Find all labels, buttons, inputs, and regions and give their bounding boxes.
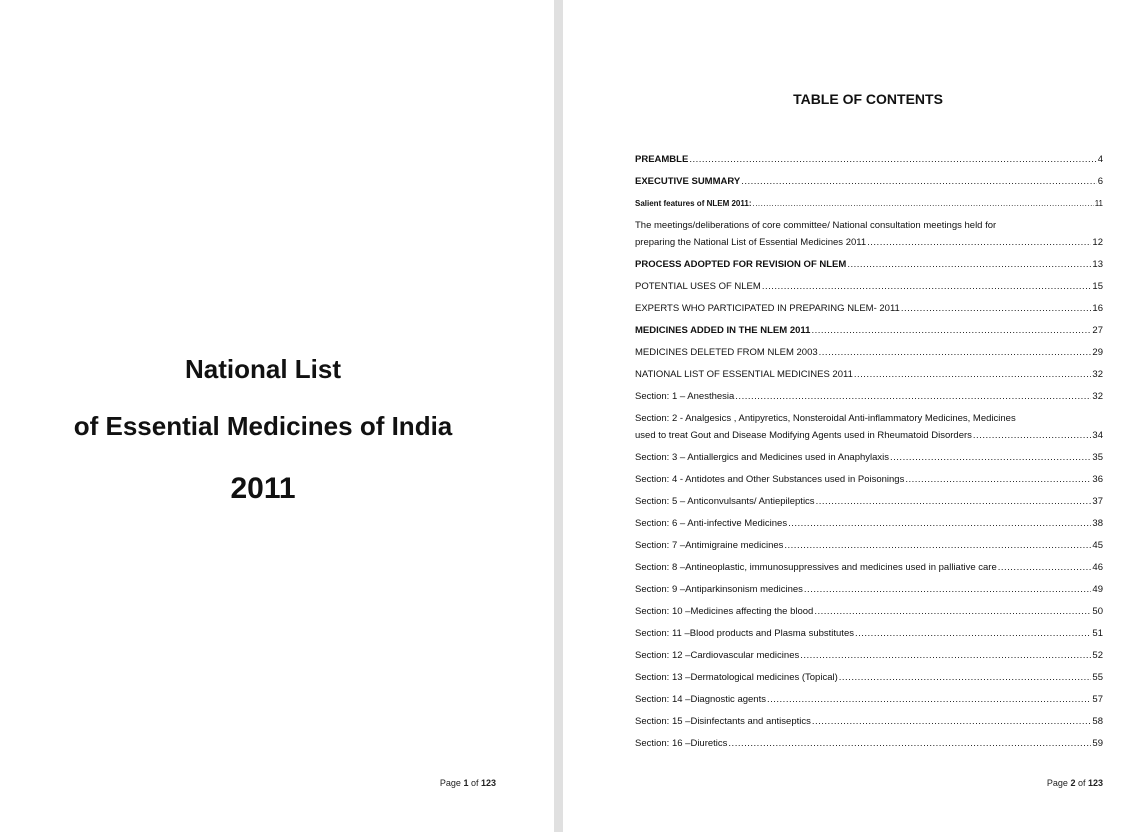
toc-entry-page-number: 36 xyxy=(1092,474,1103,485)
toc-entry-page-number: 59 xyxy=(1092,738,1103,749)
footer-middle: of xyxy=(468,778,481,788)
toc-leader-dots xyxy=(788,515,1091,532)
page-footer xyxy=(440,778,496,788)
toc-entry-row xyxy=(635,559,1103,576)
toc-entry-page-number: 29 xyxy=(1092,347,1103,358)
toc-entry[interactable] xyxy=(635,559,1103,576)
toc-entry-page-number: 52 xyxy=(1092,650,1103,661)
toc-entry[interactable] xyxy=(635,603,1103,620)
toc-leader-dots xyxy=(973,427,1092,444)
cover-title-line1: National List xyxy=(184,354,341,384)
toc-entry-page-number: 27 xyxy=(1092,325,1103,336)
toc-entry-page-number: 15 xyxy=(1092,281,1103,292)
toc-entry[interactable] xyxy=(635,195,1103,212)
page-1 xyxy=(0,0,554,832)
toc-entry-page-number: 35 xyxy=(1092,452,1103,463)
toc-entry-row xyxy=(635,581,1103,598)
toc-entry[interactable] xyxy=(635,173,1103,190)
toc-leader-dots xyxy=(905,471,1091,488)
toc-entry-title: Section: 14 –Diagnostic agents xyxy=(635,694,766,705)
toc-entry-row xyxy=(635,691,1103,708)
toc-leader-dots xyxy=(854,366,1092,383)
toc-entry-page-number: 12 xyxy=(1092,237,1103,248)
toc-heading: TABLE OF CONTENTS xyxy=(793,91,943,107)
toc-entry-row xyxy=(635,537,1103,554)
toc-entry-title: Section: 10 –Medicines affecting the blood xyxy=(635,606,814,617)
toc-entry-title: Section: 9 –Antiparkinsonism medicines xyxy=(635,584,803,595)
toc-entry-row xyxy=(635,471,1103,488)
toc-entry-title: Section: 7 –Antimigraine medicines xyxy=(635,540,784,551)
toc-leader-dots xyxy=(735,388,1091,405)
toc-entry[interactable] xyxy=(635,388,1103,405)
toc-leader-dots xyxy=(855,625,1091,642)
toc-entry[interactable] xyxy=(635,581,1103,598)
toc-entry-title: EXPERTS WHO PARTICIPATED IN PREPARING NLEM- 2011 xyxy=(635,303,900,314)
toc-entry-row xyxy=(635,669,1103,686)
toc-entry-row xyxy=(635,278,1103,295)
toc-entry-row xyxy=(635,625,1103,642)
toc-entry-title: Salient features of NLEM 2011: xyxy=(635,199,752,208)
toc-entry-row xyxy=(635,515,1103,532)
footer-current-page: 1 xyxy=(463,778,469,788)
toc-entry-row xyxy=(635,195,1103,212)
toc-entry-row xyxy=(635,735,1103,752)
toc-entry[interactable] xyxy=(635,625,1103,642)
toc-leader-dots xyxy=(811,322,1091,339)
toc-entry-title: NATIONAL LIST OF ESSENTIAL MEDICINES 2011 xyxy=(635,369,853,380)
toc-entry-title: Section: 4 - Antidotes and Other Substances used in Poisonings xyxy=(635,474,905,485)
toc-entry-title: EXECUTIVE SUMMARY xyxy=(635,176,741,187)
toc-entry-title: Section: 5 – Anticonvulsants/ Antiepileptics xyxy=(635,496,815,507)
toc-leader-dots xyxy=(867,234,1091,251)
toc-entry-first-line: Section: 2 - Analgesics , Antipyretics, Nonsteroidal Anti-inflammatory Medicines, Medicines xyxy=(635,413,1016,424)
toc-entry[interactable] xyxy=(635,647,1103,664)
footer-total-pages: 123 xyxy=(480,778,496,788)
toc-entry[interactable] xyxy=(635,713,1103,730)
toc-entry-page-number: 13 xyxy=(1092,259,1103,270)
toc-leader-dots xyxy=(752,195,1093,212)
toc-entry-page-number: 46 xyxy=(1092,562,1103,573)
toc-entry-title: used to treat Gout and Disease Modifying Agents used in Rheumatoid Disorders xyxy=(635,430,972,441)
toc-entry[interactable] xyxy=(635,217,1103,251)
toc-entry-page-number: 11 xyxy=(1094,199,1103,208)
toc-entry-row xyxy=(635,388,1103,405)
footer-prefix: Page xyxy=(439,778,464,788)
toc-entry-title: Section: 6 – Anti-infective Medicines xyxy=(635,518,788,529)
toc-entry-title: MEDICINES ADDED IN THE NLEM 2011 xyxy=(635,325,811,336)
toc-entry[interactable] xyxy=(635,669,1103,686)
toc-entry-page-number: 32 xyxy=(1092,391,1103,402)
toc-entry-title: Section: 12 –Cardiovascular medicines xyxy=(635,650,800,661)
toc-leader-dots xyxy=(689,151,1096,168)
toc-entry-row xyxy=(635,300,1103,317)
toc-entry-page-number: 16 xyxy=(1092,303,1103,314)
toc-entry-title: POTENTIAL USES OF NLEM xyxy=(635,281,761,292)
toc-entry[interactable] xyxy=(635,493,1103,510)
toc-entry[interactable] xyxy=(635,278,1103,295)
toc-leader-dots xyxy=(728,735,1091,752)
toc-entry-page-number: 32 xyxy=(1092,369,1103,380)
toc-entry-title: Section: 3 – Antiallergics and Medicines used in Anaphylaxis xyxy=(635,452,890,463)
toc-entry[interactable] xyxy=(635,366,1103,383)
toc-entry-row xyxy=(635,151,1103,168)
toc-entry-title: Section: 15 –Disinfectants and antiseptics xyxy=(635,716,811,727)
cover-title-line2: of Essential Medicines of India xyxy=(73,411,453,441)
toc-entry[interactable] xyxy=(635,322,1103,339)
toc-entry[interactable] xyxy=(635,691,1103,708)
toc-entry-row xyxy=(635,173,1103,190)
toc-leader-dots xyxy=(890,449,1091,466)
toc-entry-page-number: 57 xyxy=(1092,694,1103,705)
toc-entry-row xyxy=(635,449,1103,466)
toc-entry-title: Section: 11 –Blood products and Plasma substitutes xyxy=(635,628,854,639)
toc-entry-page-number: 50 xyxy=(1092,606,1103,617)
toc-entry[interactable] xyxy=(635,537,1103,554)
toc-entry-row xyxy=(635,344,1103,361)
toc-entry-title: Section: 8 –Antineoplastic, immunosuppressives and medicines used in palliative care xyxy=(635,562,997,573)
toc-entry-page-number: 58 xyxy=(1092,716,1103,727)
footer-total-pages: 123 xyxy=(1087,778,1103,788)
toc-leader-dots xyxy=(901,300,1092,317)
toc-entry[interactable] xyxy=(635,300,1103,317)
toc-entry-page-number: 34 xyxy=(1092,430,1103,441)
page-2 xyxy=(563,0,1147,832)
toc-entry[interactable] xyxy=(635,735,1103,752)
toc-entry-page-number: 49 xyxy=(1092,584,1103,595)
cover-year: 2011 xyxy=(230,472,296,505)
toc-entry-title: Section: 13 –Dermatological medicines (Topical) xyxy=(635,672,838,683)
toc-entry[interactable] xyxy=(635,410,1103,444)
footer-prefix: Page xyxy=(1046,778,1071,788)
toc-entry-row xyxy=(635,713,1103,730)
toc-entry-title: Section: 16 –Diuretics xyxy=(635,738,728,749)
toc-entry[interactable] xyxy=(635,515,1103,532)
footer-current-page: 2 xyxy=(1070,778,1076,788)
page-footer xyxy=(1047,778,1103,788)
toc-leader-dots xyxy=(800,647,1091,664)
toc-entry-row xyxy=(635,234,1103,251)
toc-leader-dots xyxy=(812,713,1092,730)
toc-entry[interactable] xyxy=(635,256,1103,273)
toc-leader-dots xyxy=(839,669,1092,686)
toc-entry-page-number: 55 xyxy=(1092,672,1103,683)
toc-leader-dots xyxy=(819,344,1092,361)
footer-middle: of xyxy=(1075,778,1088,788)
toc-entry-first-line: The meetings/deliberations of core committee/ National consultation meetings held for xyxy=(635,220,997,231)
toc-leader-dots xyxy=(784,537,1091,554)
toc-entry-row xyxy=(635,366,1103,383)
toc-entry-page-number: 4 xyxy=(1097,154,1103,165)
toc-leader-dots xyxy=(767,691,1091,708)
toc-entry[interactable] xyxy=(635,471,1103,488)
toc-entry-page-number: 6 xyxy=(1097,176,1103,187)
toc-entry-row xyxy=(635,647,1103,664)
toc-entry-page-number: 51 xyxy=(1092,628,1103,639)
toc-entry-page-number: 45 xyxy=(1092,540,1103,551)
table-of-contents xyxy=(635,151,1103,757)
toc-leader-dots xyxy=(998,559,1092,576)
toc-entry[interactable] xyxy=(635,449,1103,466)
toc-entry-page-number: 38 xyxy=(1092,518,1103,529)
toc-leader-dots xyxy=(741,173,1096,190)
toc-entry-row xyxy=(635,427,1103,444)
toc-leader-dots xyxy=(804,581,1092,598)
toc-entry-title: Section: 1 – Anesthesia xyxy=(635,391,735,402)
toc-leader-dots xyxy=(816,493,1092,510)
toc-entry-title: preparing the National List of Essential Medicines 2011 xyxy=(635,237,867,248)
toc-leader-dots xyxy=(814,603,1091,620)
toc-entry-title: MEDICINES DELETED FROM NLEM 2003 xyxy=(635,347,818,358)
toc-entry-title: PROCESS ADOPTED FOR REVISION OF NLEM xyxy=(635,259,847,270)
toc-entry-row xyxy=(635,322,1103,339)
toc-leader-dots xyxy=(847,256,1091,273)
toc-leader-dots xyxy=(762,278,1092,295)
toc-entry-page-number: 37 xyxy=(1092,496,1103,507)
toc-entry[interactable] xyxy=(635,344,1103,361)
toc-entry-row xyxy=(635,493,1103,510)
toc-entry-row xyxy=(635,603,1103,620)
toc-entry[interactable] xyxy=(635,151,1103,168)
toc-entry-title: PREAMBLE xyxy=(635,154,689,165)
toc-entry-row xyxy=(635,256,1103,273)
